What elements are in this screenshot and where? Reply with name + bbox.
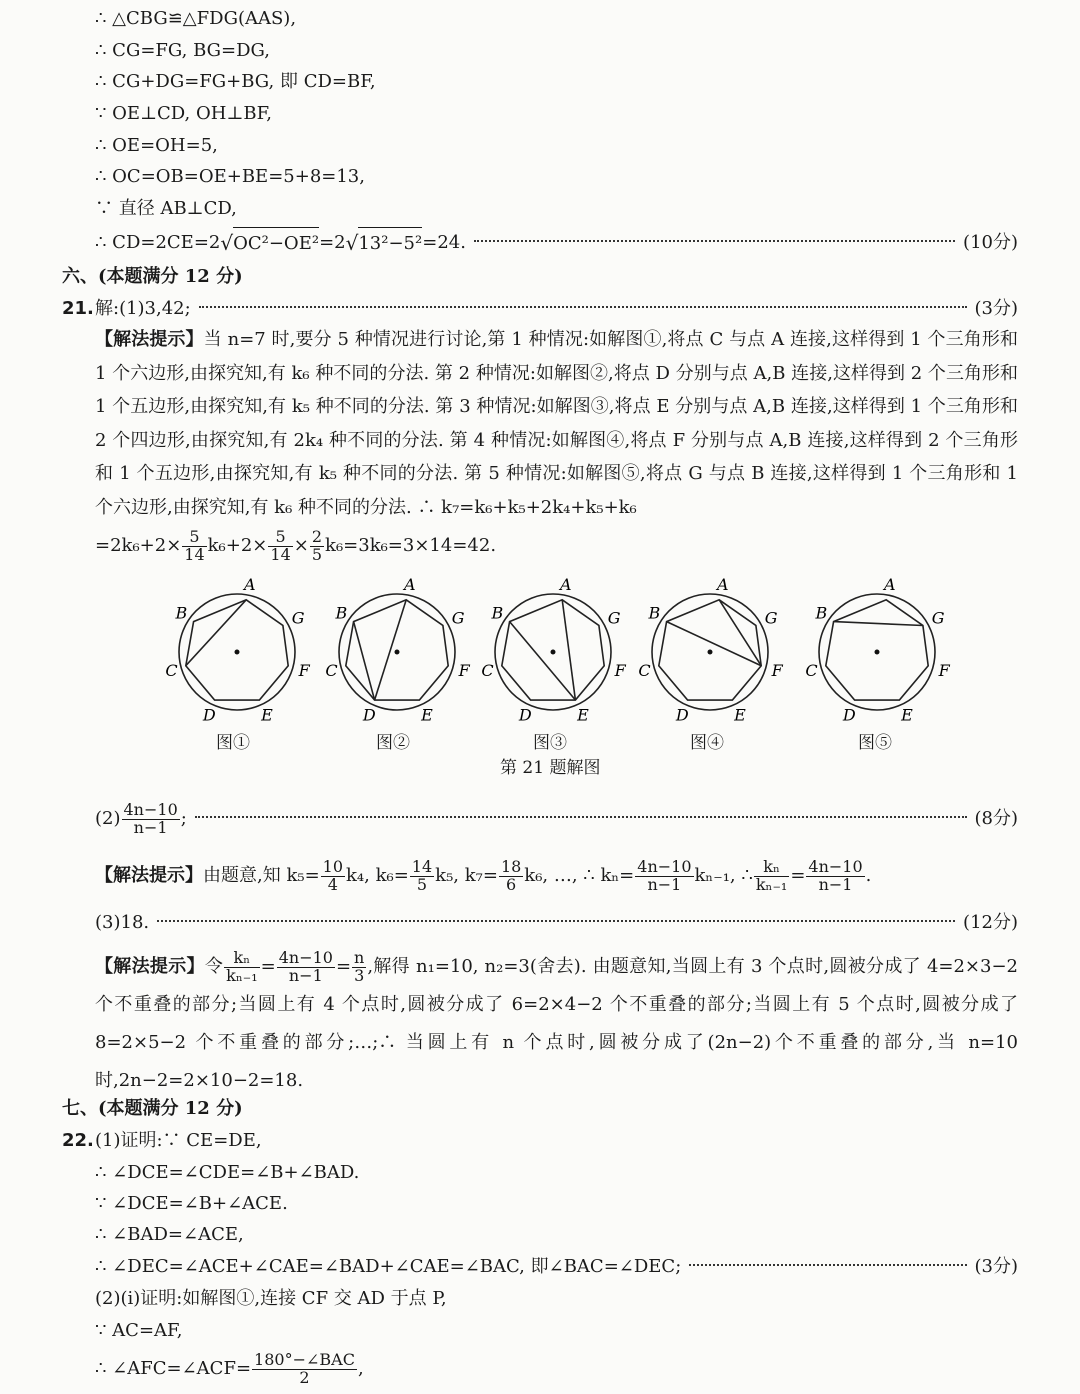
q22-line: ∵ AC=AF, — [95, 1320, 183, 1341]
q21-hint3 — [95, 948, 1018, 1100]
diagonal — [562, 600, 575, 700]
score: (3分) — [974, 1256, 1018, 1277]
point-label: C — [481, 660, 494, 680]
point-label: B — [175, 603, 188, 623]
hint-text: 当 n=7 时,要分 5 种情况进行讨论,第 1 种情况:如解图①,将点 C 与点 A 连接,这样得到 1 个三角形和 1 个六边形,由探究知,有 k₆ 种不同的分法. 第 2 种情况:如解图②,将点 D 分别与点 A,B 连接,这样得到 2 个三角形和 1 个五边形,由探究知,有 k₅ 种不同的分法. 第 3 种情况:如解图③,将点 E 分别与点 A,B 连接,这样得到 1 个三角形和 2 个四边形,由探究知,有 2k₄ 种不同的分法. 第 4 种情况:如解图④,将点 F 分别与点 A,B 连接,这样得到 2 个三角形和 1 个五边形,由探究知,有 k₅ 种不同的分法. 第 5 种情况:如解图⑤,将点 G 与点 B 连接,这样得到 1 个三角形和 1 个六边形,由探究知,有 k₆ 种不同的分法. ∴ k₇=k₆+k₅+2k₄+k₅+k₆ — [95, 329, 1018, 518]
point-label: E — [901, 705, 913, 725]
point-label: G — [931, 608, 945, 628]
hint-text: . — [865, 865, 872, 886]
q22-line — [95, 1252, 1018, 1282]
eq-part: k₆=3k₆=3×14=42. — [325, 535, 497, 556]
point-label: C — [805, 660, 818, 680]
hint-text: ,解得 n₁=10, n₂=3(舍去). 由题意知,当圆上有 3 个点时,圆被分成了 4=2×3−2 个不重叠的部分;当圆上有 4 个点时,圆被分成了 6=2×4−2 个不重叠的部分;当圆上有 5 个点时,圆被分成了 8=2×5−2 个不重叠的部分;…;∴ 当圆上有 n 个点时,圆被分成了(2n−2)个不重叠的部分,当 n=10 时,2n−2=2×10−2=18. — [95, 956, 1019, 1091]
point-label: A — [403, 575, 416, 595]
point-label: D — [842, 705, 856, 725]
diagonal — [375, 600, 407, 700]
point-label: A — [716, 575, 729, 595]
proof-line: ∴ OC=OB=OE+BE=5+8=13, — [95, 166, 365, 187]
fraction: $\frac{n}{3}$ — [354, 947, 365, 985]
q22-line — [95, 1346, 1018, 1392]
question-number: 21. — [62, 298, 94, 319]
cd-radical-2: 13²−5² — [358, 227, 422, 259]
dot-leader — [474, 240, 955, 242]
cd-equation-line: ∴ CD=2CE=2 √ OC²−OE² =2 √ 13²−5² =24. (10分) — [95, 228, 1018, 258]
point-label: F — [298, 660, 310, 680]
point-label: A — [559, 575, 572, 595]
fraction: $\frac{5}{14}$ — [184, 526, 205, 564]
score: (12分) — [963, 912, 1018, 933]
point-label: G — [291, 608, 305, 628]
dot-leader — [199, 306, 967, 308]
hint-text: = — [790, 865, 806, 886]
fraction: $\frac{18}{6}$ — [500, 856, 522, 894]
cd-prefix: ∴ CD=2CE=2 — [95, 232, 221, 253]
center-point — [551, 650, 556, 655]
q22-line: (2)(i)证明:如解图①,连接 CF 交 AD 于点 P, — [95, 1288, 447, 1309]
fraction: $\frac{2}{5}$ — [311, 526, 323, 564]
figure-title: 第 21 题解图 — [500, 758, 601, 778]
q21-answer1: 解:(1)3,42; — [95, 298, 191, 319]
point-label: E — [577, 705, 589, 725]
dot-leader — [157, 920, 955, 922]
hint-text: k₄, k₆= — [346, 865, 409, 886]
question-number: 22. — [62, 1130, 94, 1151]
q21-eq-line — [95, 526, 1018, 566]
hint-label: 【解法提示】 — [95, 329, 204, 350]
proof-text: ∴ ∠DEC=∠ACE+∠CAE=∠BAD+∠CAE=∠BAC, 即∠BAC=∠DEC; — [95, 1256, 682, 1277]
proof-text: , — [357, 1358, 364, 1379]
cd-mid: =2 — [319, 232, 346, 253]
eq-part: × — [293, 535, 309, 556]
q22-line: ∴ ∠DCE=∠CDE=∠B+∠BAD. — [95, 1162, 360, 1183]
diagonal — [186, 600, 246, 666]
q21-part3 — [95, 908, 1018, 938]
q22-line: ∴ ∠BAD=∠ACE, — [95, 1224, 244, 1245]
center-point — [395, 650, 400, 655]
figure-caption-4: 图④ — [690, 733, 724, 753]
point-label: B — [815, 603, 828, 623]
figure-caption-2: 图② — [376, 733, 410, 753]
section-heading: 七、(本题满分 12 分) — [62, 1098, 243, 1119]
point-label: A — [243, 575, 256, 595]
point-label: B — [648, 603, 661, 623]
point-label: D — [675, 705, 689, 725]
answer: (3)18. — [95, 912, 150, 933]
q21-part2 — [95, 796, 1018, 842]
fraction: $\frac{10}{4}$ — [322, 856, 344, 894]
fraction: $\frac{5}{14}$ — [270, 526, 291, 564]
q22-line: (1)证明:∵ CE=DE, — [95, 1130, 262, 1151]
hint-text: kₙ₋₁, ∴ — [694, 865, 753, 886]
point-label: F — [614, 660, 626, 680]
hint-text: = — [335, 956, 352, 977]
proof-line: ∵ OE⊥CD, OH⊥BF, — [95, 103, 273, 124]
proof-line: ∴ CG=FG, BG=DG, — [95, 40, 270, 61]
point-label: E — [261, 705, 273, 725]
point-label: B — [335, 603, 348, 623]
proof-line: ∵ 直径 AB⊥CD, — [95, 198, 237, 219]
score: (3分) — [974, 298, 1018, 319]
proof-line: ∴ CG+DG=FG+BG, 即 CD=BF, — [95, 71, 376, 92]
q21-part1 — [95, 294, 1018, 324]
hint-text: k₅, k₇= — [435, 865, 498, 886]
point-label: D — [362, 705, 376, 725]
part-label: (2) — [95, 808, 121, 829]
section-heading: 六、(本题满分 12 分) — [62, 266, 243, 287]
fraction: $\frac{\text{kₙ}}{\text{kₙ₋₁}}$ — [226, 947, 258, 985]
hint-text: 令 — [204, 956, 224, 977]
cd-radical-1: OC²−OE² — [233, 227, 319, 259]
figure-caption-1: 图① — [216, 733, 250, 753]
point-label: G — [607, 608, 621, 628]
diagonal — [834, 622, 923, 626]
fraction: $\frac{4n-10}{n-1}$ — [278, 947, 333, 985]
score: (8分) — [974, 808, 1018, 829]
proof-line: ∴ △CBG≌△FDG(AAS), — [95, 8, 297, 29]
fraction: $\frac{4n-10}{n-1}$ — [808, 856, 863, 894]
proof-text: ∴ ∠AFC=∠ACF= — [95, 1358, 252, 1379]
fraction: $\frac{14}{5}$ — [411, 856, 433, 894]
punct: ; — [180, 808, 187, 829]
q21-hint1 — [95, 323, 1018, 524]
score: (10分) — [963, 232, 1018, 253]
point-label: D — [202, 705, 216, 725]
point-label: E — [421, 705, 433, 725]
hint-text: = — [260, 956, 276, 977]
fraction: $\frac{\text{180°−∠BAC}}{2}$ — [254, 1349, 355, 1387]
point-label: C — [165, 660, 178, 680]
figure-caption-3: 图③ — [533, 733, 567, 753]
eq-part: =2k₆+2× — [95, 535, 182, 556]
eq-part: k₆+2× — [207, 535, 268, 556]
proof-line: ∴ OE=OH=5, — [95, 135, 218, 156]
point-label: C — [325, 660, 338, 680]
center-point — [235, 650, 240, 655]
diagonal — [510, 622, 576, 700]
point-label: A — [883, 575, 896, 595]
point-label: D — [518, 705, 532, 725]
q22-line: ∵ ∠DCE=∠B+∠ACE. — [95, 1193, 288, 1214]
point-label: G — [764, 608, 778, 628]
fraction: $\frac{4n-10}{n-1}$ — [637, 856, 692, 894]
cd-suffix: =24. — [422, 232, 466, 253]
dot-leader — [195, 816, 967, 818]
point-label: B — [491, 603, 504, 623]
q21-hint2 — [95, 852, 1018, 900]
hint-text: 由题意,知 k₅= — [203, 865, 320, 886]
fraction: $\frac{\text{kₙ}}{\text{kₙ₋₁}}$ — [755, 856, 788, 894]
point-label: F — [771, 660, 783, 680]
dot-leader — [689, 1264, 966, 1266]
hint-label: 【解法提示】 — [95, 956, 205, 977]
hint-text: k₆, …, ∴ kₙ= — [524, 865, 635, 886]
point-label: C — [638, 660, 651, 680]
figure-caption-5: 图⑤ — [858, 733, 892, 753]
fraction: $\frac{4n-10}{n-1}$ — [123, 799, 178, 837]
point-label: F — [938, 660, 950, 680]
hint-label: 【解法提示】 — [95, 865, 203, 886]
center-point — [875, 650, 880, 655]
center-point — [708, 650, 713, 655]
point-label: F — [458, 660, 470, 680]
point-label: G — [451, 608, 465, 628]
point-label: E — [734, 705, 746, 725]
